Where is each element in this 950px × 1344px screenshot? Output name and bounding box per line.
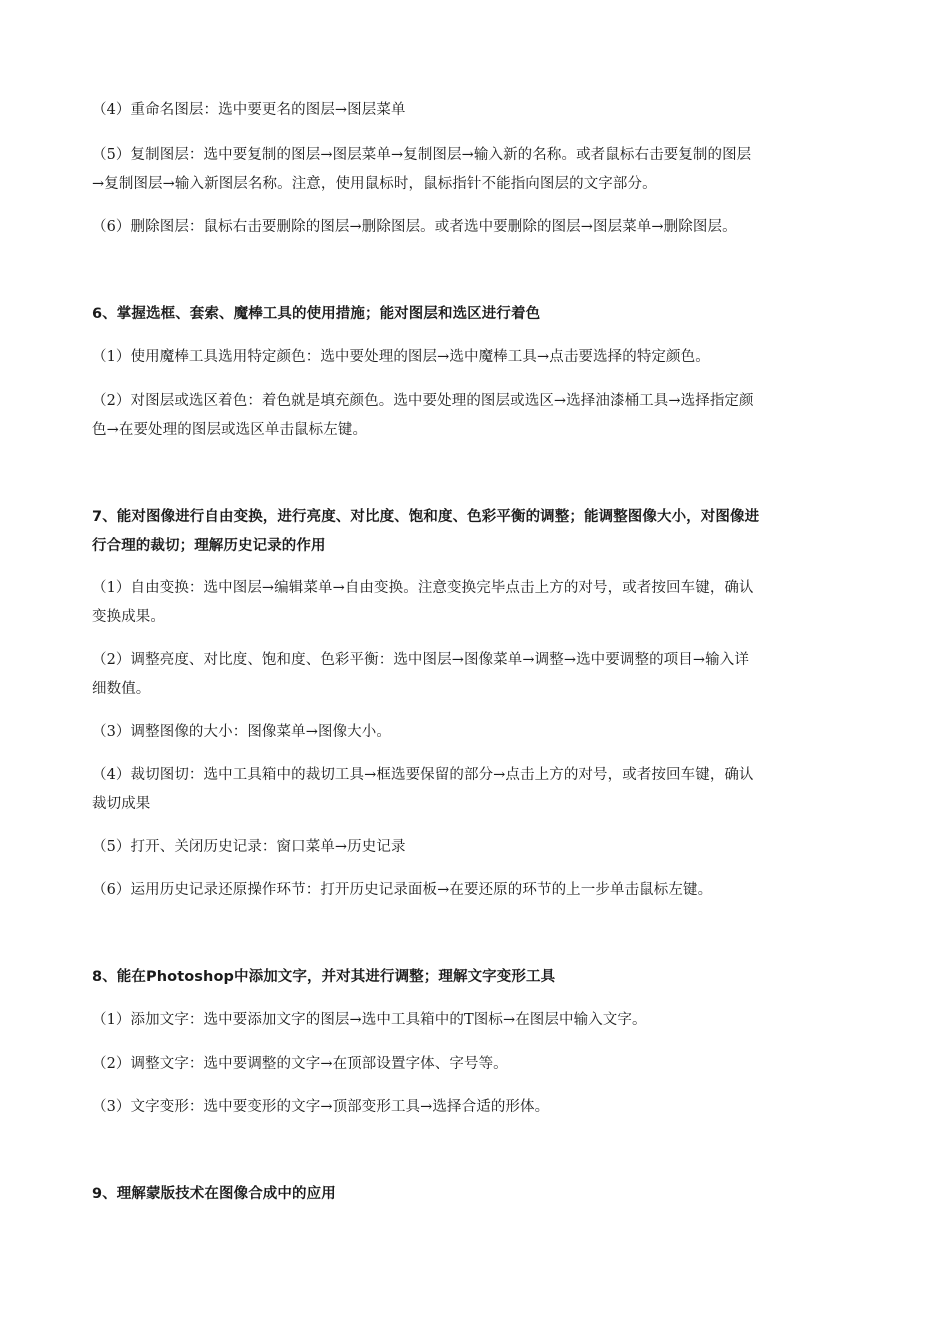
item-warp-text: （3）文字变形：选中要变形的文字→顶部变形工具→选择合适的形体。 bbox=[92, 1099, 550, 1115]
section-7-heading-cont: 行合理的裁切；理解历史记录的作用 bbox=[92, 538, 326, 554]
item-add-text: （1）添加文字：选中要添加文字的图层→选中工具箱中的T图标→在图层中输入文字。 bbox=[92, 1012, 647, 1028]
section-9-heading: 9、理解蒙版技术在图像合成中的应用 bbox=[92, 1186, 336, 1202]
item-crop-cont: 裁切成果 bbox=[92, 796, 151, 812]
item-adjust-text: （2）调整文字：选中要调整的文字→在顶部设置字体、字号等。 bbox=[92, 1056, 508, 1072]
item-crop: （4）裁切图切：选中工具箱中的裁切工具→框选要保留的部分→点击上方的对号，或者按回车键，确认 bbox=[92, 767, 754, 783]
section-6-heading: 6、掌握选框、套索、魔棒工具的使用措施；能对图层和选区进行着色 bbox=[92, 306, 541, 322]
item-free-transform-cont: 变换成果。 bbox=[92, 609, 165, 625]
item-rename-layer: （4）重命名图层：选中要更名的图层→图层菜单 bbox=[92, 102, 406, 118]
item-image-size: （3）调整图像的大小：图像菜单→图像大小。 bbox=[92, 724, 391, 740]
item-history-toggle: （5）打开、关闭历史记录：窗口菜单→历史记录 bbox=[92, 839, 406, 855]
section-8-heading: 8、能在Photoshop中添加文字，并对其进行调整；理解文字变形工具 bbox=[92, 969, 556, 985]
item-free-transform: （1）自由变换：选中图层→编辑菜单→自由变换。注意变换完毕点击上方的对号，或者按回车键，确认 bbox=[92, 580, 754, 596]
item-adjust-brightness: （2）调整亮度、对比度、饱和度、色彩平衡：选中图层→图像菜单→调整→选中要调整的项目→输入详 bbox=[92, 652, 749, 668]
item-fill-color-cont: 色→在要处理的图层或选区单击鼠标左键。 bbox=[92, 422, 368, 438]
section-7-heading: 7、能对图像进行自由变换，进行亮度、对比度、饱和度、色彩平衡的调整；能调整图像大小，对图像进 bbox=[92, 509, 760, 525]
item-history-restore: （6）运用历史记录还原操作环节：打开历史记录面板→在要还原的环节的上一步单击鼠标左键。 bbox=[92, 882, 713, 898]
item-adjust-brightness-cont: 细数值。 bbox=[92, 681, 151, 697]
item-copy-layer: （5）复制图层：选中要复制的图层→图层菜单→复制图层→输入新的名称。或者鼠标右击要复制的图层 bbox=[92, 147, 752, 163]
item-delete-layer: （6）删除图层：鼠标右击要删除的图层→删除图层。或者选中要删除的图层→图层菜单→删除图层。 bbox=[92, 219, 737, 235]
item-fill-color: （2）对图层或选区着色：着色就是填充颜色。选中要处理的图层或选区→选择油漆桶工具→选择指定颜 bbox=[92, 393, 754, 409]
item-magic-wand: （1）使用魔棒工具选用特定颜色：选中要处理的图层→选中魔棒工具→点击要选择的特定颜色。 bbox=[92, 349, 710, 365]
item-copy-layer-cont: →复制图层→输入新图层名称。注意，使用鼠标时，鼠标指针不能指向图层的文字部分。 bbox=[92, 176, 657, 192]
